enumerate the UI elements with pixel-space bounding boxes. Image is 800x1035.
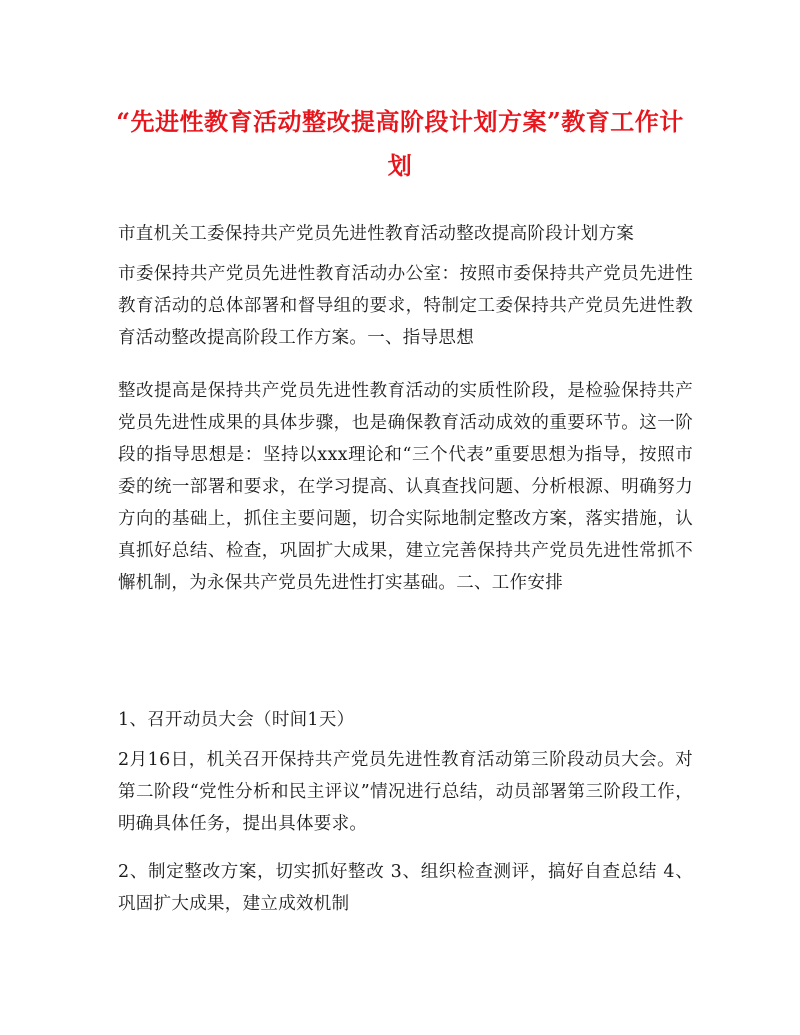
paragraph-text: 市委保持共产党员先进性教育活动办公室：按照市委保持共产党员先进性教育活动的总体部署和督导组的要求，特制定工委保持共产党员先进性教育活动整改提高阶段工作方案。一、指导思想 bbox=[118, 264, 693, 348]
document-title: “先进性教育活动整改提高阶段计划方案”教育工作计划 bbox=[116, 107, 684, 180]
paragraph-text: 1、召开动员大会（时间1天） bbox=[118, 710, 355, 730]
paragraph-text: 市直机关工委保持共产党员先进性教育活动整改提高阶段计划方案 bbox=[118, 224, 635, 244]
paragraph-3 bbox=[118, 375, 693, 599]
paragraph-text: 2月16日，机关召开保持共产党员先进性教育活动第三阶段动员大会。对第二阶段“党性分析和民主评议”情况进行总结，动员部署第三阶段工作，明确具体任务，提出具体要求。 bbox=[118, 750, 693, 834]
paragraph-text: 2、制定整改方案，切实抓好整改 3、组织检查测评，搞好自查总结 4、巩固扩大成果，建立成效机制 bbox=[118, 862, 693, 914]
paragraph-5 bbox=[118, 744, 693, 840]
paragraph-4 bbox=[118, 704, 693, 736]
paragraph-2 bbox=[118, 258, 693, 354]
paragraph-1 bbox=[118, 218, 693, 250]
paragraph-6 bbox=[118, 856, 693, 920]
paragraph-text: 整改提高是保持共产党员先进性教育活动的实质性阶段，是检验保持共产党员先进性成果的具体步骤，也是确保教育活动成效的重要环节。这一阶段的指导思想是：坚持以xxx理论和“三个代表”重要思想为指导，按照市委的统一部署和要求，在学习提高、认真查找问题、分析根源、明确努力方向的基础上，抓住主要问题，切合实际地制定整改方案，落实措施，认真抓好总结、检查，巩固扩大成果，建立完善保持共产党员先进性常抓不懈机制，为永保共产党员先进性打实基础。二、工作安排 bbox=[118, 381, 693, 593]
